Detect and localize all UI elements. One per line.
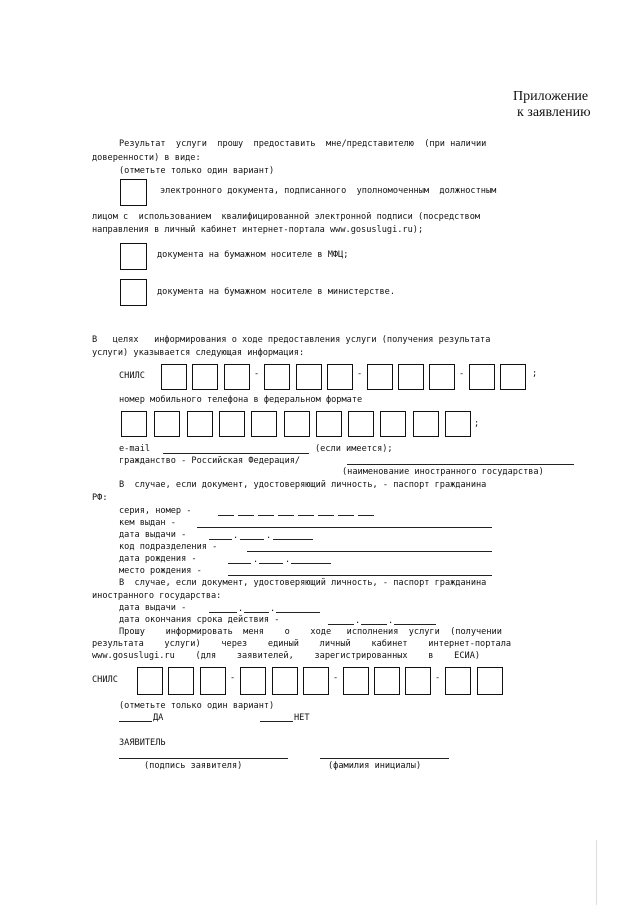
no-label: НЕТ <box>294 713 310 723</box>
birth-month-blank[interactable] <box>259 563 283 564</box>
inform-text-line1: Прошу информировать меня о ходе исполнения услуги (получении <box>119 627 502 637</box>
option-mfc-checkbox[interactable] <box>120 243 147 270</box>
snils2-digit-box[interactable] <box>240 667 266 695</box>
date-dot: . <box>253 555 259 565</box>
snils2-digit-box[interactable] <box>374 667 400 695</box>
issued-by-input-line[interactable] <box>197 527 492 528</box>
snils-digit-box[interactable] <box>367 364 393 390</box>
snils-separator: - <box>459 369 465 379</box>
citizenship-label: гражданство - Российская Федерация/ <box>119 456 301 466</box>
option-electronic-checkbox[interactable] <box>120 179 147 206</box>
division-code-label: код подразделения - <box>119 542 218 552</box>
inform-text-line3: www.gosuslugi.ru (для заявителей, зарегистрированных в ЕСИА) <box>92 651 481 661</box>
result-request-text-line1: Результат услуги прошу предоставить мне/представителю (при наличии <box>119 139 487 149</box>
snils2-digit-box[interactable] <box>168 667 194 695</box>
foreign-issue-month-blank[interactable] <box>244 612 269 613</box>
result-request-text-line2: доверенности) в виде: <box>92 153 201 163</box>
phone-digit-box[interactable] <box>413 411 439 437</box>
appendix-title: Приложение <box>513 89 589 104</box>
birth-place-label: место рождения - <box>119 566 202 576</box>
foreign-issue-date-label: дата выдачи - <box>119 603 187 613</box>
validity-month-blank[interactable] <box>361 624 387 625</box>
snils-digit-box[interactable] <box>264 364 290 390</box>
validity-day-blank[interactable] <box>328 624 354 625</box>
foreign-state-input-line[interactable] <box>347 464 574 465</box>
snils-digit-box[interactable] <box>327 364 353 390</box>
birth-date-label: дата рождения - <box>119 554 197 564</box>
snils-digit-box[interactable] <box>161 364 187 390</box>
snils-check-digit-box[interactable] <box>469 364 495 390</box>
phone-digit-box[interactable] <box>121 411 147 437</box>
snils2-label: СНИЛС <box>92 675 118 685</box>
one-option-note-2: (отметьте только один вариант) <box>119 701 275 711</box>
snils2-digit-box[interactable] <box>405 667 431 695</box>
series-number-blank[interactable] <box>358 515 374 516</box>
snils-separator: - <box>254 369 260 379</box>
full-name-line[interactable] <box>320 758 449 759</box>
date-dot: . <box>270 604 276 614</box>
info-intro-line2: услуги) указывается следующая информация: <box>92 348 305 358</box>
email-label: e-mail <box>119 444 151 454</box>
series-number-blank[interactable] <box>298 515 314 516</box>
snils2-digit-box[interactable] <box>343 667 369 695</box>
email-input-line[interactable] <box>163 453 309 454</box>
series-number-blank[interactable] <box>238 515 254 516</box>
issue-year-blank[interactable] <box>273 539 313 540</box>
snils-digit-box[interactable] <box>398 364 424 390</box>
snils2-check-digit-box[interactable] <box>477 667 503 695</box>
foreign-passport-text-line2: иностранного государства: <box>92 591 222 601</box>
rf-passport-text-line1: В случае, если документ, удостоверяющий личность, - паспорт гражданина <box>119 480 487 490</box>
birth-year-blank[interactable] <box>291 563 331 564</box>
full-name-caption: (фамилия инициалы) <box>328 761 422 771</box>
phone-digit-box[interactable] <box>284 411 310 437</box>
issued-by-label: кем выдан - <box>119 518 176 528</box>
option-electronic-label-line2: лицом с использованием квалифицированной электронной подписи (посредством <box>92 212 481 222</box>
date-dot: . <box>355 616 361 626</box>
issue-day-blank[interactable] <box>209 539 232 540</box>
snils2-digit-box[interactable] <box>303 667 329 695</box>
phone-digit-box[interactable] <box>219 411 245 437</box>
option-electronic-label-line1: электронного документа, подписанного уполномоченным должностным <box>160 186 497 196</box>
phone-end-semicolon: ; <box>474 419 480 429</box>
phone-digit-box[interactable] <box>445 411 471 437</box>
series-number-blank[interactable] <box>278 515 294 516</box>
no-mark-line[interactable] <box>260 721 293 722</box>
snils-end-semicolon: ; <box>532 369 538 379</box>
snils-digit-box[interactable] <box>192 364 218 390</box>
snils2-separator: - <box>333 673 339 683</box>
snils-separator: - <box>357 369 363 379</box>
date-dot: . <box>266 531 272 541</box>
phone-digit-box[interactable] <box>154 411 180 437</box>
foreign-issue-day-blank[interactable] <box>209 612 237 613</box>
yes-label: ДА <box>153 713 164 723</box>
snils2-separator: - <box>435 673 441 683</box>
foreign-passport-text-line1: В случае, если документ, удостоверяющий личность, - паспорт гражданина <box>119 578 487 588</box>
snils2-separator: - <box>230 673 236 683</box>
inform-text-line2: результата услуги) через единый личный кабинет интернет-портала <box>92 639 512 649</box>
phone-digit-box[interactable] <box>316 411 342 437</box>
scan-edge-mark <box>596 840 597 905</box>
snils2-digit-box[interactable] <box>272 667 298 695</box>
option-ministry-checkbox[interactable] <box>120 279 147 306</box>
rf-passport-text-line2: РФ: <box>92 493 108 503</box>
issue-month-blank[interactable] <box>240 539 264 540</box>
date-dot: . <box>285 555 291 565</box>
snils-check-digit-box[interactable] <box>500 364 526 390</box>
division-code-input-line[interactable] <box>247 551 492 552</box>
option-electronic-label-line3: направления в личный кабинет интернет-портала www.gosuslugi.ru); <box>92 225 424 235</box>
birth-place-input-line[interactable] <box>228 575 492 576</box>
option-mfc-label: документа на бумажном носителе в МФЦ; <box>157 250 349 260</box>
foreign-issue-year-blank[interactable] <box>276 612 320 613</box>
snils-digit-box[interactable] <box>224 364 250 390</box>
snils2-digit-box[interactable] <box>137 667 163 695</box>
snils-digit-box[interactable] <box>296 364 322 390</box>
phone-label: номер мобильного телефона в федеральном формате <box>119 395 363 405</box>
series-number-blank[interactable] <box>258 515 274 516</box>
date-dot: . <box>388 616 394 626</box>
date-dot: . <box>233 531 239 541</box>
signature-caption: (подпись заявителя) <box>144 761 243 771</box>
series-number-blank[interactable] <box>338 515 354 516</box>
phone-digit-box[interactable] <box>251 411 277 437</box>
validity-end-label: дата окончания срока действия - <box>119 615 280 625</box>
phone-digit-box[interactable] <box>187 411 213 437</box>
snils-label: СНИЛС <box>119 371 145 381</box>
snils2-digit-box[interactable] <box>200 667 226 695</box>
phone-digit-box[interactable] <box>380 411 406 437</box>
option-ministry-label: документа на бумажном носителе в министерстве. <box>157 287 395 297</box>
phone-digit-box[interactable] <box>348 411 374 437</box>
one-option-note: (отметьте только один вариант) <box>119 166 275 176</box>
date-dot: . <box>238 604 244 614</box>
yes-mark-line[interactable] <box>119 721 152 722</box>
birth-day-blank[interactable] <box>228 563 251 564</box>
series-number-label: серия, номер - <box>119 506 192 516</box>
series-number-blank[interactable] <box>218 515 234 516</box>
appendix-subtitle: к заявлению <box>517 105 591 120</box>
issue-date-label: дата выдачи - <box>119 530 187 540</box>
email-suffix: (если имеется); <box>315 444 393 454</box>
validity-year-blank[interactable] <box>394 624 436 625</box>
series-number-blank[interactable] <box>318 515 334 516</box>
foreign-state-caption: (наименование иностранного государства) <box>342 467 544 477</box>
snils-digit-box[interactable] <box>429 364 455 390</box>
applicant-label: ЗАЯВИТЕЛЬ <box>119 738 166 748</box>
snils2-check-digit-box[interactable] <box>445 667 471 695</box>
info-intro-line1: В целях информирования о ходе предоставления услуги (получения результата <box>92 335 491 345</box>
signature-line[interactable] <box>119 758 288 759</box>
